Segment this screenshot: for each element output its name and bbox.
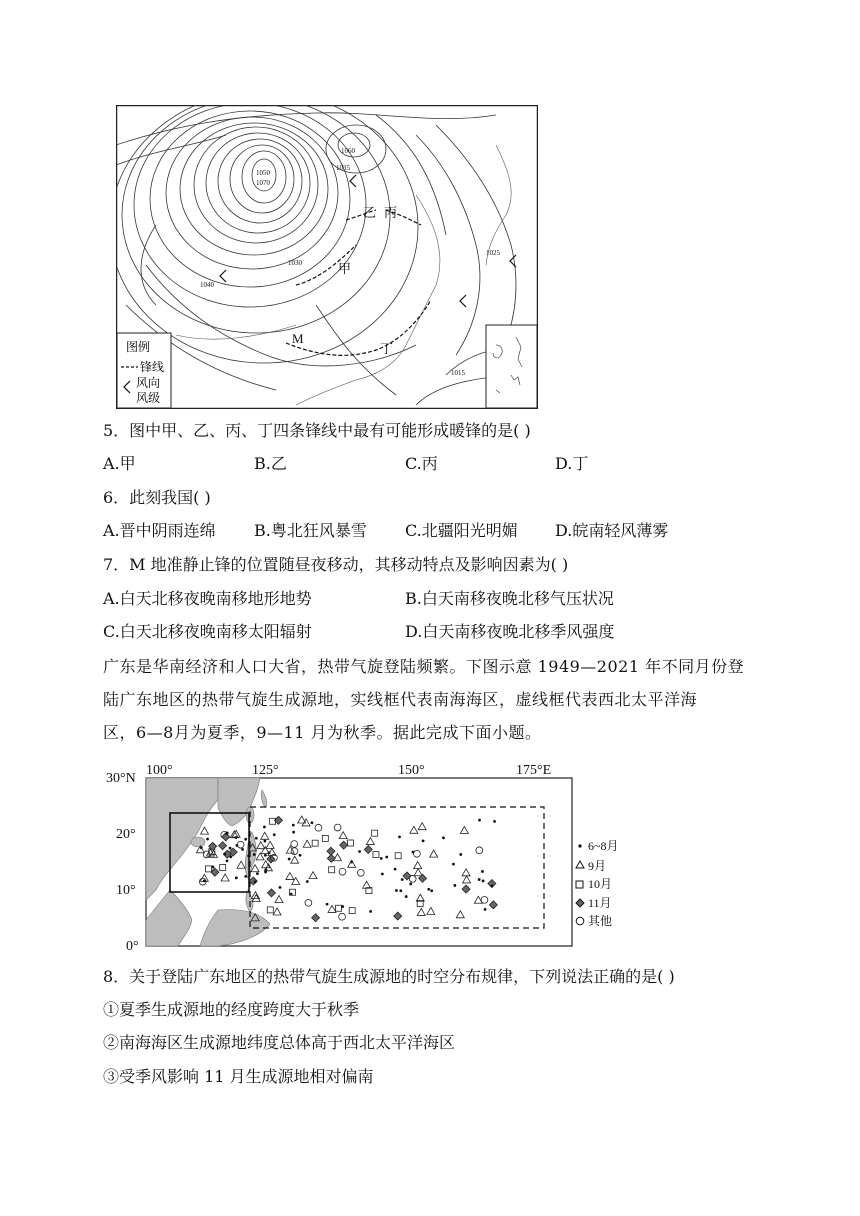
cyclone-origin-marker: [405, 895, 408, 898]
cyclone-origin-marker: [341, 905, 344, 908]
cyclone-origin-marker: [263, 825, 266, 828]
cyclone-origin-marker: [481, 870, 484, 873]
cyclone-origin-marker: [478, 878, 481, 881]
cyclone-origin-marker: [241, 848, 244, 851]
cyclone-origin-marker: [381, 873, 384, 876]
legend-sep: 9月: [588, 859, 607, 873]
lat-label: 20°: [116, 827, 136, 842]
weather-map: [116, 105, 538, 409]
legend-dot: [578, 844, 581, 847]
intro-line: 广东是华南经济和人口大省，热带气旋登陆频繁。下图示意 1949—2021 年不同月份登: [103, 657, 745, 676]
legend-circle: [576, 917, 584, 925]
cyclone-origin-marker: [395, 889, 398, 892]
front-label-yi: 乙: [363, 205, 377, 220]
legend-title: 图例: [126, 340, 151, 354]
cyclone-origin-marker: [442, 836, 445, 839]
q8-item-3: ③受季风影响 11 月生成源地相对偏南: [103, 1067, 374, 1086]
cyclone-origin-marker: [244, 875, 247, 878]
lat-label: 30°N: [106, 771, 136, 786]
cyclone-origin-marker: [482, 880, 485, 883]
isobar-label: 1015: [451, 369, 465, 377]
cyclone-origin-marker: [292, 824, 295, 827]
cyclone-origin-marker: [427, 888, 430, 891]
q5-option-b: B.乙: [254, 454, 287, 473]
q5-option-c: C.丙: [405, 454, 438, 473]
cyclone-origin-marker: [409, 883, 412, 886]
q8-item-2: ②南海海区生成源地纬度总体高于西北太平洋海区: [103, 1033, 456, 1052]
cyclone-origin-marker: [493, 820, 496, 823]
cyclone-origin-marker: [223, 853, 226, 856]
front-label-bing: 丙: [384, 205, 398, 220]
cyclone-origin-marker: [452, 863, 455, 866]
q7-option-d: D.白天南移夜晚北移季风强度: [405, 622, 615, 641]
front-label-jia: 甲: [338, 261, 352, 276]
q7-option-a: A.白天北移夜晚南移地形地势: [103, 589, 312, 608]
q5-stem: 5．图中甲、乙、丙、丁四条锋线中最有可能形成暖锋的是( ): [103, 421, 531, 440]
legend-other: 其他: [588, 914, 613, 928]
cyclone-origin-marker: [264, 840, 267, 843]
cyclone-origin-marker: [264, 871, 267, 874]
cyclone-origin-marker: [398, 835, 401, 838]
isobar-label: 1040: [200, 281, 214, 289]
cyclone-origin-marker: [491, 884, 494, 887]
cyclone-origin-marker: [311, 821, 314, 824]
q6-option-b: B.粤北狂风暴雪: [254, 521, 367, 540]
cyclone-origin-marker: [273, 833, 276, 836]
isobar-label: 1050: [256, 169, 270, 177]
legend-oct: 10月: [588, 877, 613, 891]
cyclone-origin-marker: [430, 889, 433, 892]
cyclone-origin-marker: [306, 880, 309, 883]
cyclone-origin-marker: [422, 839, 425, 842]
isobar-label: 1060: [341, 147, 355, 155]
lon-label: 175°E: [516, 763, 552, 778]
legend-square: [576, 881, 583, 888]
cyclone-origin-marker: [225, 832, 228, 835]
q7-stem: 7．M 地准静止锋的位置随昼夜移动，其移动特点及影响因素为( ): [103, 555, 569, 574]
cyclone-origin-marker: [212, 866, 215, 869]
cyclone-origin-marker: [256, 872, 259, 875]
q6-stem: 6．此刻我国( ): [103, 488, 211, 507]
cyclone-origin-map: [100, 760, 660, 956]
lon-label: 150°: [398, 763, 425, 778]
cyclone-origin-marker: [369, 910, 372, 913]
isobar-label: 1030: [288, 259, 302, 267]
q6-option-a: A.晋中阴雨连绵: [103, 521, 216, 540]
cyclone-origin-marker: [299, 854, 302, 857]
intro-line: 陆广东地区的热带气旋生成源地，实线框代表南海海区，虚线框代表西北太平洋海: [103, 690, 698, 709]
legend-wind2: 风级: [136, 391, 161, 405]
cyclone-origin-marker: [385, 856, 388, 859]
front-label-m: M: [292, 331, 304, 346]
isobar-label: 1070: [256, 179, 270, 187]
legend-front: 锋线: [140, 360, 165, 374]
lon-label: 125°: [252, 763, 279, 778]
isobar-label: 1035: [336, 164, 350, 172]
legend-triangle: [576, 861, 584, 868]
q8-item-1: ①夏季生成源地的经度跨度大于秋季: [103, 1000, 360, 1019]
legend-summer: 6~8月: [588, 839, 619, 853]
cyclone-origin-marker: [478, 819, 481, 822]
cyclone-origin-marker: [247, 854, 250, 857]
q5-option-a: A.甲: [103, 454, 136, 473]
q6-option-d: D.皖南轻风薄雾: [555, 521, 669, 540]
cyclone-origin-marker: [226, 859, 229, 862]
cyclone-origin-marker: [203, 880, 206, 883]
cyclone-origin-marker: [244, 838, 247, 841]
lat-label: 10°: [116, 883, 136, 898]
lat-label: 0°: [126, 939, 139, 954]
q8-stem: 8．关于登陆广东地区的热带气旋生成源地的时空分布规律，下列说法正确的是( ): [103, 967, 675, 986]
cyclone-origin-marker: [399, 889, 402, 892]
q7-option-b: B.白天南移夜晚北移气压状况: [405, 589, 614, 608]
cyclone-origin-marker: [326, 903, 329, 906]
cyclone-origin-marker: [412, 851, 415, 854]
front-label-ding: 丁: [380, 341, 394, 356]
cyclone-origin-marker: [264, 868, 267, 871]
q5-option-d: D.丁: [555, 454, 589, 473]
cyclone-origin-marker: [459, 853, 462, 856]
cyclone-origin-marker: [264, 854, 267, 857]
cyclone-origin-marker: [453, 884, 456, 887]
cyclone-origin-marker: [380, 857, 383, 860]
q6-option-c: C.北疆阳光明媚: [405, 521, 518, 540]
cyclone-origin-marker: [484, 908, 487, 911]
intro-line: 区，6—8月为夏季，9—11 月为秋季。据此完成下面小题。: [103, 723, 542, 742]
legend-wind: 风向: [136, 376, 161, 390]
cyclone-origin-marker: [288, 858, 291, 861]
cyclone-origin-marker: [248, 843, 251, 846]
cyclone-origin-marker: [279, 886, 282, 889]
cyclone-origin-marker: [229, 847, 232, 850]
isobar-label: 1025: [486, 249, 500, 257]
cyclone-origin-marker: [254, 881, 257, 884]
cyclone-origin-marker: [394, 868, 397, 871]
intro-paragraph: [103, 650, 763, 749]
cyclone-origin-marker: [235, 876, 238, 879]
cyclone-origin-marker: [253, 853, 256, 856]
cyclone-origin-marker: [206, 838, 209, 841]
legend-diamond: [576, 899, 584, 907]
cyclone-origin-marker: [292, 831, 295, 834]
cyclone-origin-marker: [255, 837, 258, 840]
cyclone-origin-marker: [401, 878, 404, 881]
cyclone-origin-marker: [358, 850, 361, 853]
q7-option-c: C.白天北移夜晚南移太阳辐射: [103, 622, 312, 641]
lon-label: 100°: [146, 763, 173, 778]
legend-nov: 11月: [588, 896, 612, 910]
